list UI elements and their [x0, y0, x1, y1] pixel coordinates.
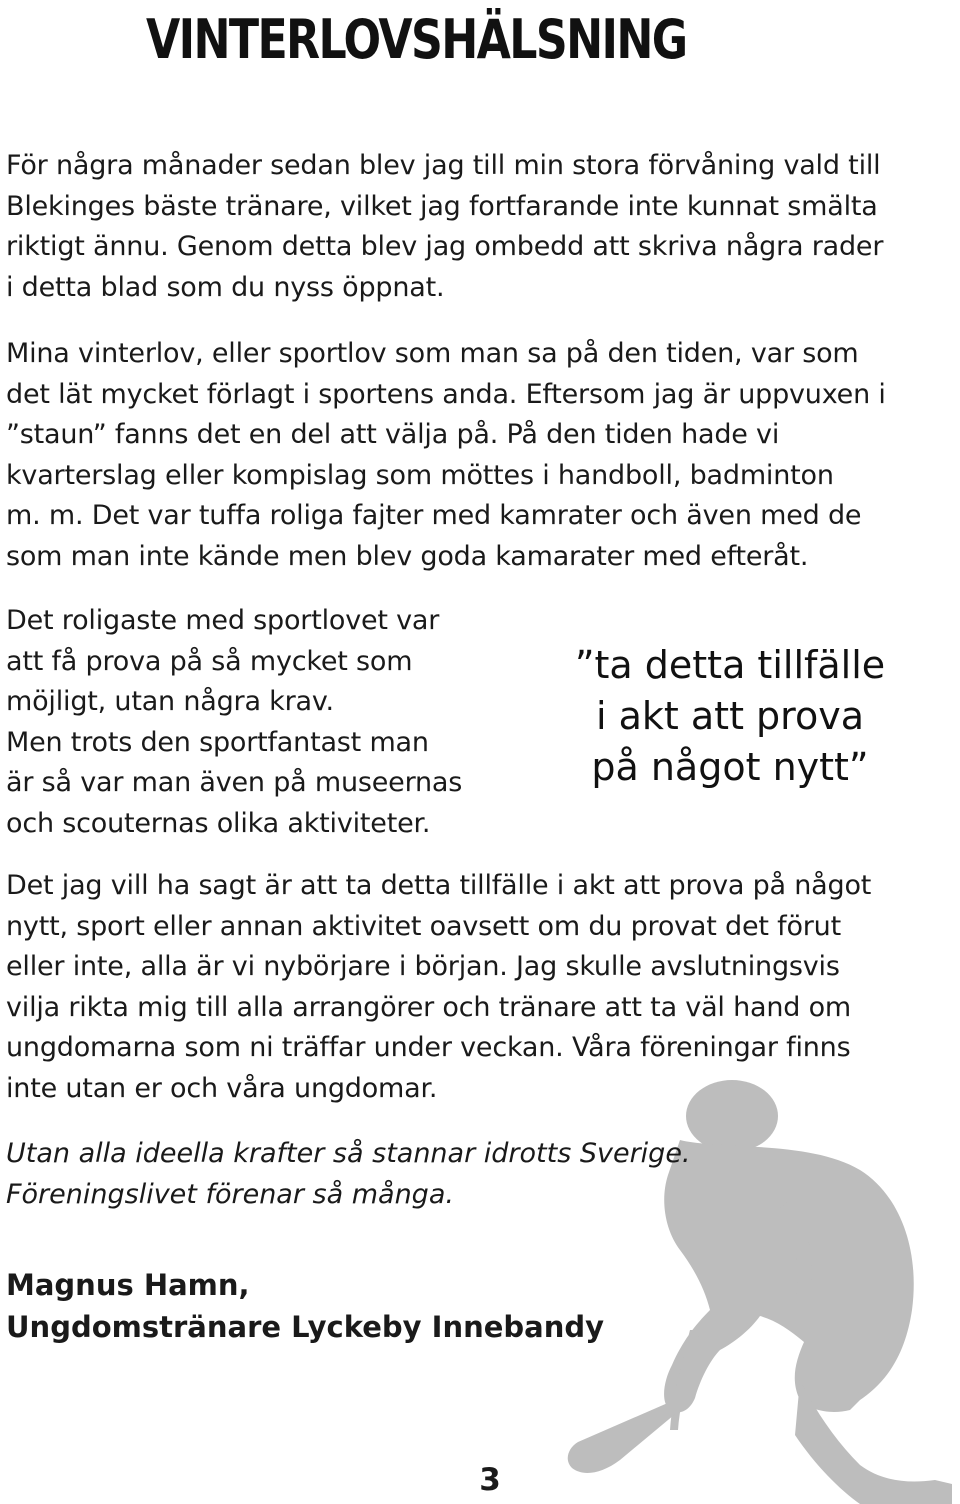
signature-block	[6, 1264, 604, 1348]
body-paragraph-activities: Det roligaste med sportlovet var att få prova på så mycket som möjligt, utan några krav. Men trots den sportfantast man är så var man även på museernas och scouternas olika aktiviteter.	[6, 605, 463, 839]
body-paragraph-intro: För några månader sedan blev jag till min stora förvåning vald till Blekinges bäste tränare, vilket jag fortfarande inte kunnat smälta riktigt ännu. Genom detta blev jag ombedd att skriva några rader i detta blad som du nyss öppnat.	[6, 150, 884, 303]
closing-statement: Utan alla ideella krafter så stannar idrotts Sverige. Föreningslivet förenar så många.	[6, 1138, 691, 1210]
body-paragraph-memories: Mina vinterlov, eller sportlov som man sa på den tiden, var som det lät mycket förlagt i sportens anda. Eftersom jag är uppvuxen i ”staun” fanns det en del att välja på. På den tiden hade vi kvarterslag eller kompislag som möttes i handboll, badminton m. m. Det var tuffa roliga fajter med kamrater och även med de som man inte kände men blev goda kamarater med efteråt.	[6, 338, 886, 572]
body-paragraph-message: Det jag vill ha sagt är att ta detta tillfälle i akt att prova på något nytt, sport eller annan aktivitet oavsett om du provat det förut eller inte, alla är vi nybörjare i början. Jag skulle avslutningsvis vilja rikta mig till alla arrangörer och tränare att ta väl hand om ungdomarna som ni träffar under veckan. Våra föreningar finns inte utan er och våra ungdomar.	[6, 870, 872, 1104]
pull-quote: ”ta detta tillfälle i akt att prova på något nytt”	[574, 643, 886, 789]
page-title: VINTERLOVSHÄLSNING	[146, 8, 687, 71]
signature-name: Magnus Hamn,	[6, 1268, 250, 1302]
page-number: 3	[479, 1462, 501, 1498]
signature-role: Ungdomstränare Lyckeby Innebandy	[6, 1310, 605, 1344]
